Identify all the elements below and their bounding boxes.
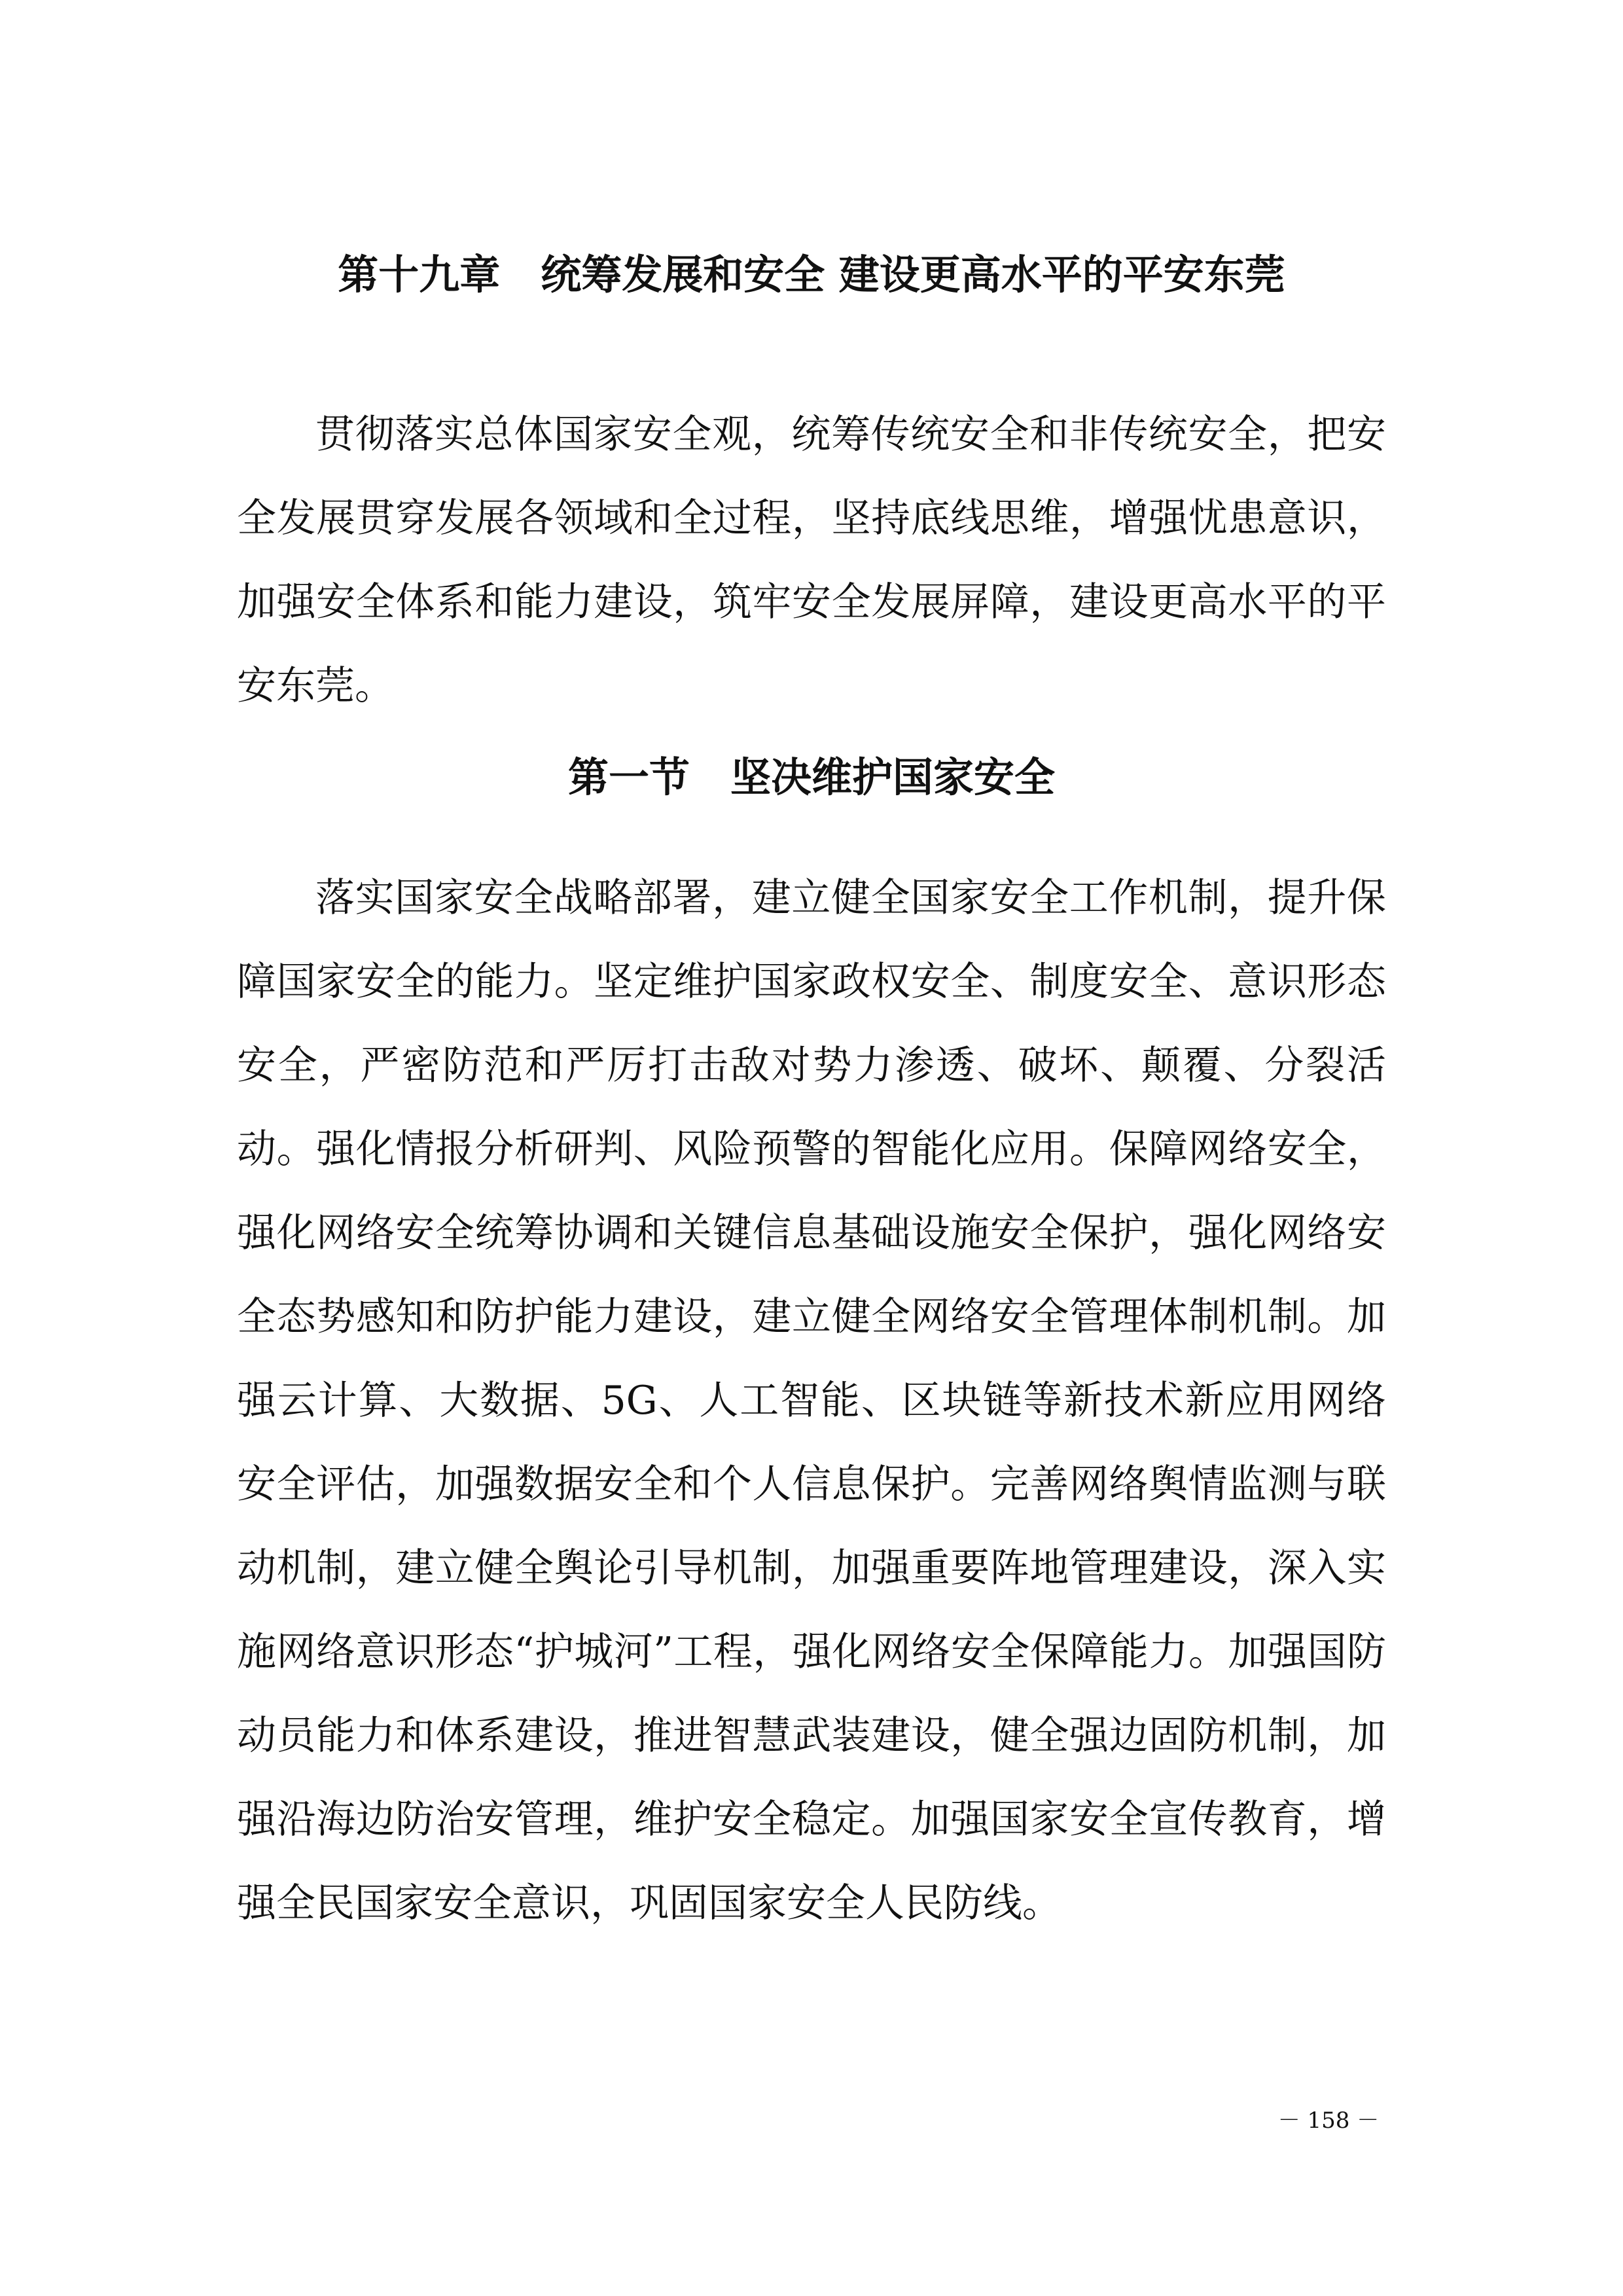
chapter-title: 第十九章 统筹发展和安全 建设更高水平的平安东莞	[338, 251, 1285, 298]
page-number: － 158 －	[1277, 2108, 1380, 2134]
intro-paragraph: 贯彻落实总体国家安全观，统筹传统安全和非传统安全，把安全发展贯穿发展各领域和全过程，坚持底线思维，增强忧患意识，加强安全体系和能力建设，筑牢安全发展屏障，建设更高水平的平安东莞。	[237, 412, 1386, 709]
section-title: 第一节 坚决维护国家安全	[567, 753, 1055, 801]
section-paragraph: 落实国家安全战略部署，建立健全国家安全工作机制，提升保障国家安全的能力。坚定维护国家政权安全、制度安全、意识形态安全，严密防范和严厉打击敌对势力渗透、破坏、颠覆、分裂活动。强化情报分析研判、风险预警的智能化应用。保障网络安全，强化网络安全统筹协调和关键信息基础设施安全保护，强化网络安全态势感知和防护能力建设，建立健全网络安全管理体制机制。加强云计算、大数据、5G、人工智能、区块链等新技术新应用网络安全评估，加强数据安全和个人信息保护。完善网络舆情监测与联动机制，建立健全舆论引导机制，加强重要阵地管理建设，深入实施网络意识形态“护城河”工程，强化网络安全保障能力。加强国防动员能力和体系建设，推进智慧武装建设，健全强边固防机制，加强沿海边防治安管理，维护安全稳定。加强国家安全宣传教育，增强全民国家安全意识，巩固国家安全人民防线。	[237, 875, 1386, 1926]
